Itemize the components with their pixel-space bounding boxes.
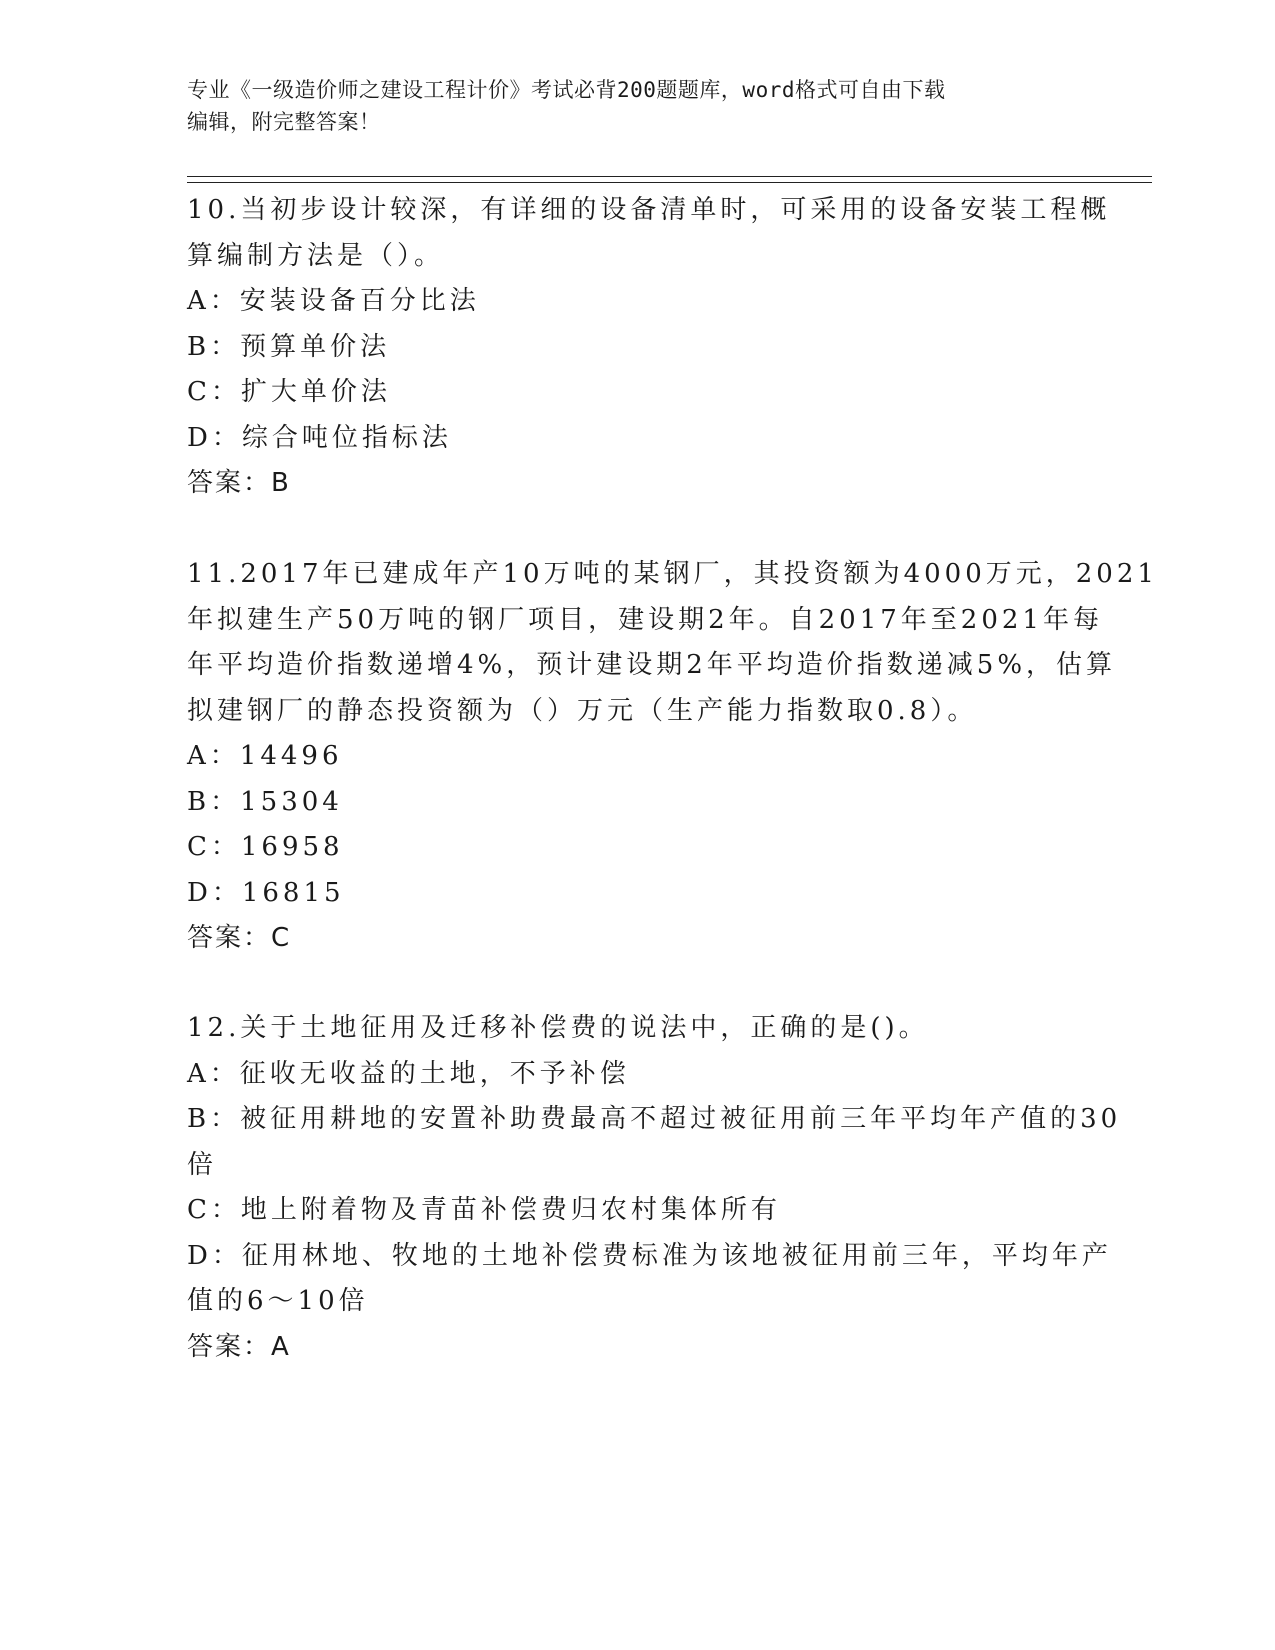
option-d-continued: 值的6～10倍 xyxy=(187,1286,369,1316)
option-b: B：预算单价法 xyxy=(187,331,391,362)
header-line-2: 编辑，附完整答案！ xyxy=(187,110,381,134)
question-stem-line: 拟建钢厂的静态投资额为（）万元（生产能力指数取0.8）。 xyxy=(187,695,978,726)
answer-label: 答案：A xyxy=(187,1331,291,1362)
option-b: B：被征用耕地的安置补助费最高不超过被征用前三年平均年产值的30 xyxy=(187,1104,1122,1134)
option-b: B：15304 xyxy=(187,786,343,817)
question-stem-line: 11.2017年已建成年产10万吨的某钢厂，其投资额为4000万元，2021 xyxy=(187,559,1158,589)
option-d: D：征用林地、牧地的土地补偿费标准为该地被征用前三年，平均年产 xyxy=(187,1240,1112,1271)
option-c: C：扩大单价法 xyxy=(187,377,391,407)
question-stem-line: 10.当初步设计较深，有详细的设备清单时，可采用的设备安装工程概 xyxy=(187,195,1111,225)
question-12 xyxy=(187,1006,1122,1370)
question-11 xyxy=(187,552,1158,962)
question-10 xyxy=(187,188,1111,507)
question-stem-line: 12.关于土地征用及迁移补偿费的说法中，正确的是()。 xyxy=(187,1013,929,1043)
option-c: C：16958 xyxy=(187,832,344,862)
option-a: A：征收无收益的土地，不予补偿 xyxy=(187,1058,630,1089)
answer-label: 答案：C xyxy=(187,923,292,953)
header-divider-top xyxy=(187,176,1152,177)
question-stem-line: 算编制方法是（）。 xyxy=(187,240,445,271)
header-line-1: 专业《一级造价师之建设工程计价》考试必背200题题库，word格式可自由下载 xyxy=(187,78,946,102)
option-a: A：14496 xyxy=(187,741,343,771)
question-stem-line: 年平均造价指数递增4%，预计建设期2年平均造价指数递减5%，估算 xyxy=(187,650,1117,680)
header-divider-bottom xyxy=(187,182,1152,183)
answer-label: 答案：B xyxy=(187,468,291,498)
option-b-continued: 倍 xyxy=(187,1149,218,1180)
question-stem-line: 年拟建生产50万吨的钢厂项目，建设期2年。自2017年至2021年每 xyxy=(187,604,1103,635)
option-c: C：地上附着物及青苗补偿费归农村集体所有 xyxy=(187,1195,781,1225)
option-d: D：综合吨位指标法 xyxy=(187,422,452,453)
document-header xyxy=(187,74,1067,138)
option-a: A：安装设备百分比法 xyxy=(187,286,480,316)
option-d: D：16815 xyxy=(187,877,345,908)
